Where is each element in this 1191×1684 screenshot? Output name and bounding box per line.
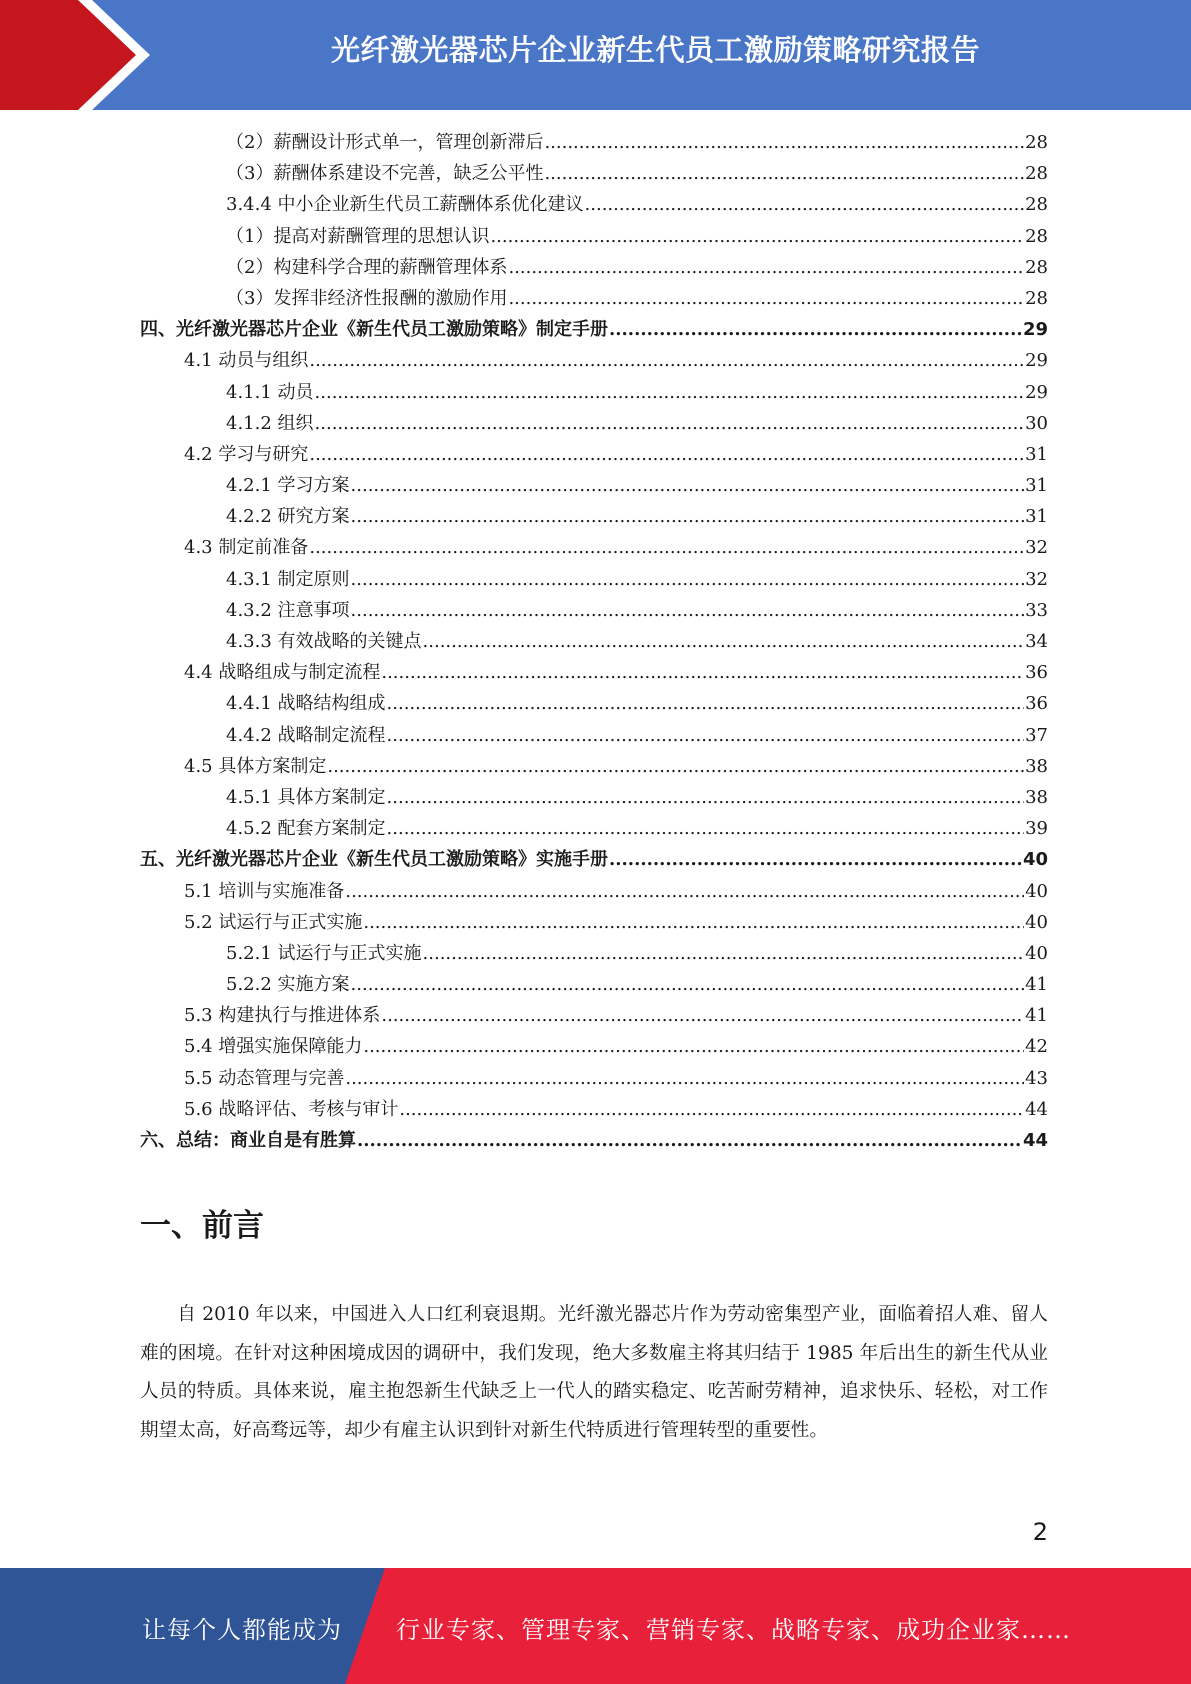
toc-entry-title: （1）提高对薪酬管理的思想认识	[226, 225, 490, 247]
toc-entry-page: 30	[1025, 412, 1048, 434]
toc-entry[interactable]	[140, 252, 1048, 283]
toc-entry-title: 4.2.2 研究方案	[226, 506, 350, 528]
toc-dot-leader	[345, 876, 1024, 907]
toc-entry-title: 5.2.1 试运行与正式实施	[226, 942, 422, 964]
toc-dot-leader	[363, 907, 1024, 938]
toc-entry-title: 4.2 学习与研究	[184, 443, 309, 465]
toc-entry-title: 4.2.1 学习方案	[226, 475, 350, 497]
toc-dot-leader	[381, 657, 1024, 688]
toc-entry-title: 5.2.2 实施方案	[226, 974, 350, 996]
toc-entry-page: 29	[1025, 381, 1048, 403]
header-chevron-graphic	[0, 0, 150, 110]
toc-entry-title: 4.1.2 组织	[226, 412, 314, 434]
toc-entry-page: 28	[1025, 287, 1048, 309]
toc-dot-leader	[387, 688, 1025, 719]
toc-entry[interactable]	[140, 907, 1048, 938]
toc-entry-page: 29	[1025, 350, 1048, 372]
toc-entry-page: 42	[1025, 1036, 1048, 1058]
toc-entry-page: 29	[1022, 319, 1048, 341]
toc-entry[interactable]	[140, 377, 1048, 408]
toc-entry-page: 40	[1025, 880, 1048, 902]
toc-entry-title: （2）构建科学合理的薪酬管理体系	[226, 256, 508, 278]
toc-entry[interactable]	[140, 1094, 1048, 1125]
toc-dot-leader	[609, 314, 1022, 345]
toc-entry-page: 28	[1025, 256, 1048, 278]
toc-dot-leader	[309, 345, 1024, 376]
toc-entry-title: 4.5.1 具体方案制定	[226, 786, 386, 808]
toc-entry-title: 4.3 制定前准备	[184, 537, 309, 559]
section-heading: 一、前言	[140, 1208, 264, 1244]
toc-entry[interactable]	[140, 720, 1048, 751]
toc-dot-leader	[351, 969, 1025, 1000]
toc-entry[interactable]	[140, 127, 1048, 158]
toc-entry[interactable]	[140, 158, 1048, 189]
footer-slogan-right: 行业专家、管理专家、营销专家、战略专家、成功企业家……	[396, 1616, 1071, 1644]
toc-dot-leader	[585, 189, 1025, 220]
toc-dot-leader	[351, 595, 1025, 626]
toc-entry-page: 38	[1025, 786, 1048, 808]
table-of-contents	[140, 127, 1048, 1156]
toc-entry-title: 五、光纤激光器芯片企业《新生代员工激励策略》实施手册	[140, 849, 608, 871]
toc-entry[interactable]	[140, 314, 1048, 345]
toc-entry-title: 5.6 战略评估、考核与审计	[184, 1098, 399, 1120]
toc-entry-title: 5.1 培训与实施准备	[184, 880, 345, 902]
toc-entry-page: 28	[1025, 132, 1048, 153]
toc-dot-leader	[327, 751, 1024, 782]
toc-entry[interactable]	[140, 439, 1048, 470]
toc-entry[interactable]	[140, 564, 1048, 595]
toc-entry-title: （3）发挥非经济性报酬的激励作用	[226, 287, 508, 309]
toc-dot-leader	[544, 158, 1024, 189]
toc-entry-title: （2）薪酬设计形式单一，管理创新滞后	[226, 132, 544, 153]
toc-entry-title: 四、光纤激光器芯片企业《新生代员工激励策略》制定手册	[140, 319, 608, 341]
toc-entry-page: 40	[1022, 849, 1048, 871]
toc-entry-page: 43	[1025, 1067, 1048, 1089]
toc-entry-title: 5.2 试运行与正式实施	[184, 911, 363, 933]
toc-entry-page: 37	[1025, 724, 1048, 746]
toc-entry-title: 4.3.3 有效战略的关键点	[226, 631, 422, 652]
toc-dot-leader	[315, 408, 1025, 439]
toc-dot-leader	[351, 470, 1025, 501]
toc-entry[interactable]	[140, 626, 1048, 657]
toc-entry-title: 4.3.1 制定原则	[226, 568, 350, 590]
toc-entry-title: 4.4.1 战略结构组成	[226, 693, 386, 715]
toc-entry-page: 40	[1025, 942, 1048, 964]
toc-entry[interactable]	[140, 595, 1048, 626]
toc-dot-leader	[351, 501, 1025, 532]
toc-dot-leader	[309, 439, 1024, 470]
toc-entry[interactable]	[140, 813, 1048, 844]
toc-entry[interactable]	[140, 345, 1048, 376]
footer-slogan-left: 让每个人都能成为	[142, 1616, 342, 1644]
toc-entry-page: 34	[1025, 631, 1048, 652]
toc-entry-title: 4.3.2 注意事项	[226, 599, 350, 621]
toc-dot-leader	[508, 252, 1024, 283]
toc-entry-page: 41	[1025, 1005, 1048, 1027]
toc-entry-title: 六、总结：商业自是有胜算	[140, 1130, 356, 1151]
toc-entry-page: 32	[1025, 568, 1048, 590]
toc-dot-leader	[363, 1031, 1024, 1062]
toc-entry-page: 40	[1025, 911, 1048, 933]
toc-entry-page: 31	[1025, 475, 1048, 497]
toc-dot-leader	[423, 938, 1025, 969]
toc-entry-title: 4.5 具体方案制定	[184, 755, 327, 777]
toc-entry[interactable]	[140, 408, 1048, 439]
toc-entry-title: 4.4.2 战略制定流程	[226, 724, 386, 746]
toc-entry[interactable]	[140, 501, 1048, 532]
toc-entry[interactable]	[140, 1063, 1048, 1094]
toc-entry-page: 32	[1025, 537, 1048, 559]
toc-entry-page: 44	[1022, 1130, 1048, 1151]
toc-entry-page: 39	[1025, 818, 1048, 840]
toc-entry-page: 38	[1025, 755, 1048, 777]
toc-entry-page: 28	[1025, 225, 1048, 247]
toc-entry[interactable]	[140, 844, 1048, 875]
toc-dot-leader	[357, 1125, 1022, 1156]
toc-entry[interactable]	[140, 782, 1048, 813]
toc-entry-page: 28	[1025, 163, 1048, 185]
body-paragraph: 自 2010 年以来，中国进入人口红利衰退期。光纤激光器芯片作为劳动密集型产业，面临着招人难、留人难的困境。在针对这种困境成因的调研中，我们发现，绝大多数雇主将其归结于 1985 年后出生的新生代从业人员的特质。具体来说，雇主抱怨新生代缺乏上一代人的踏实稳定、吃苦耐劳精神，追求快乐、轻松，对工作期望太高，好高骛远等，却少有雇主认识到针对新生代特质进行管理转型的重要性。	[140, 1304, 1048, 1441]
toc-dot-leader	[490, 221, 1024, 252]
toc-entry[interactable]	[140, 938, 1048, 969]
toc-entry-title: 4.1.1 动员	[226, 381, 314, 403]
toc-dot-leader	[387, 782, 1025, 813]
page-number: 2	[1032, 1518, 1048, 1546]
toc-dot-leader	[381, 1000, 1024, 1031]
toc-dot-leader	[399, 1094, 1024, 1125]
toc-dot-leader	[351, 564, 1025, 595]
toc-entry[interactable]	[140, 1125, 1048, 1156]
toc-entry[interactable]	[140, 876, 1048, 907]
toc-entry-title: 3.4.4 中小企业新生代员工薪酬体系优化建议	[226, 194, 584, 216]
page-header	[0, 0, 1191, 110]
toc-entry-title: 4.1 动员与组织	[184, 350, 309, 372]
toc-entry-title: （3）薪酬体系建设不完善，缺乏公平性	[226, 163, 544, 185]
toc-entry-page: 41	[1025, 974, 1048, 996]
toc-entry-title: 4.5.2 配套方案制定	[226, 818, 386, 840]
toc-dot-leader	[387, 720, 1025, 751]
toc-entry-page: 36	[1025, 693, 1048, 715]
toc-entry[interactable]	[140, 1000, 1048, 1031]
report-title: 光纤激光器芯片企业新生代员工激励策略研究报告	[330, 33, 980, 67]
toc-dot-leader	[508, 283, 1024, 314]
toc-entry-page: 36	[1025, 662, 1048, 684]
toc-entry[interactable]	[140, 1031, 1048, 1062]
toc-entry[interactable]	[140, 532, 1048, 563]
toc-dot-leader	[315, 377, 1025, 408]
toc-entry-page: 28	[1025, 194, 1048, 216]
toc-entry-title: 5.3 构建执行与推进体系	[184, 1005, 381, 1027]
toc-dot-leader	[544, 127, 1024, 158]
toc-entry-page: 31	[1025, 506, 1048, 528]
toc-entry[interactable]	[140, 751, 1048, 782]
toc-entry[interactable]	[140, 657, 1048, 688]
toc-entry[interactable]	[140, 969, 1048, 1000]
toc-entry-title: 5.5 动态管理与完善	[184, 1067, 345, 1089]
toc-entry-page: 31	[1025, 443, 1048, 465]
toc-entry[interactable]	[140, 189, 1048, 220]
toc-entry-title: 4.4 战略组成与制定流程	[184, 662, 381, 684]
toc-dot-leader	[609, 844, 1022, 875]
toc-entry-title: 5.4 增强实施保障能力	[184, 1036, 363, 1058]
toc-dot-leader	[345, 1063, 1024, 1094]
toc-dot-leader	[309, 532, 1024, 563]
toc-dot-leader	[387, 813, 1025, 844]
toc-entry[interactable]	[140, 688, 1048, 719]
toc-entry[interactable]	[140, 283, 1048, 314]
toc-entry-page: 33	[1025, 599, 1048, 621]
toc-entry-page: 44	[1025, 1098, 1048, 1120]
toc-entry[interactable]	[140, 470, 1048, 501]
toc-entry[interactable]	[140, 221, 1048, 252]
toc-dot-leader	[423, 626, 1025, 657]
page-footer	[0, 1568, 1191, 1684]
